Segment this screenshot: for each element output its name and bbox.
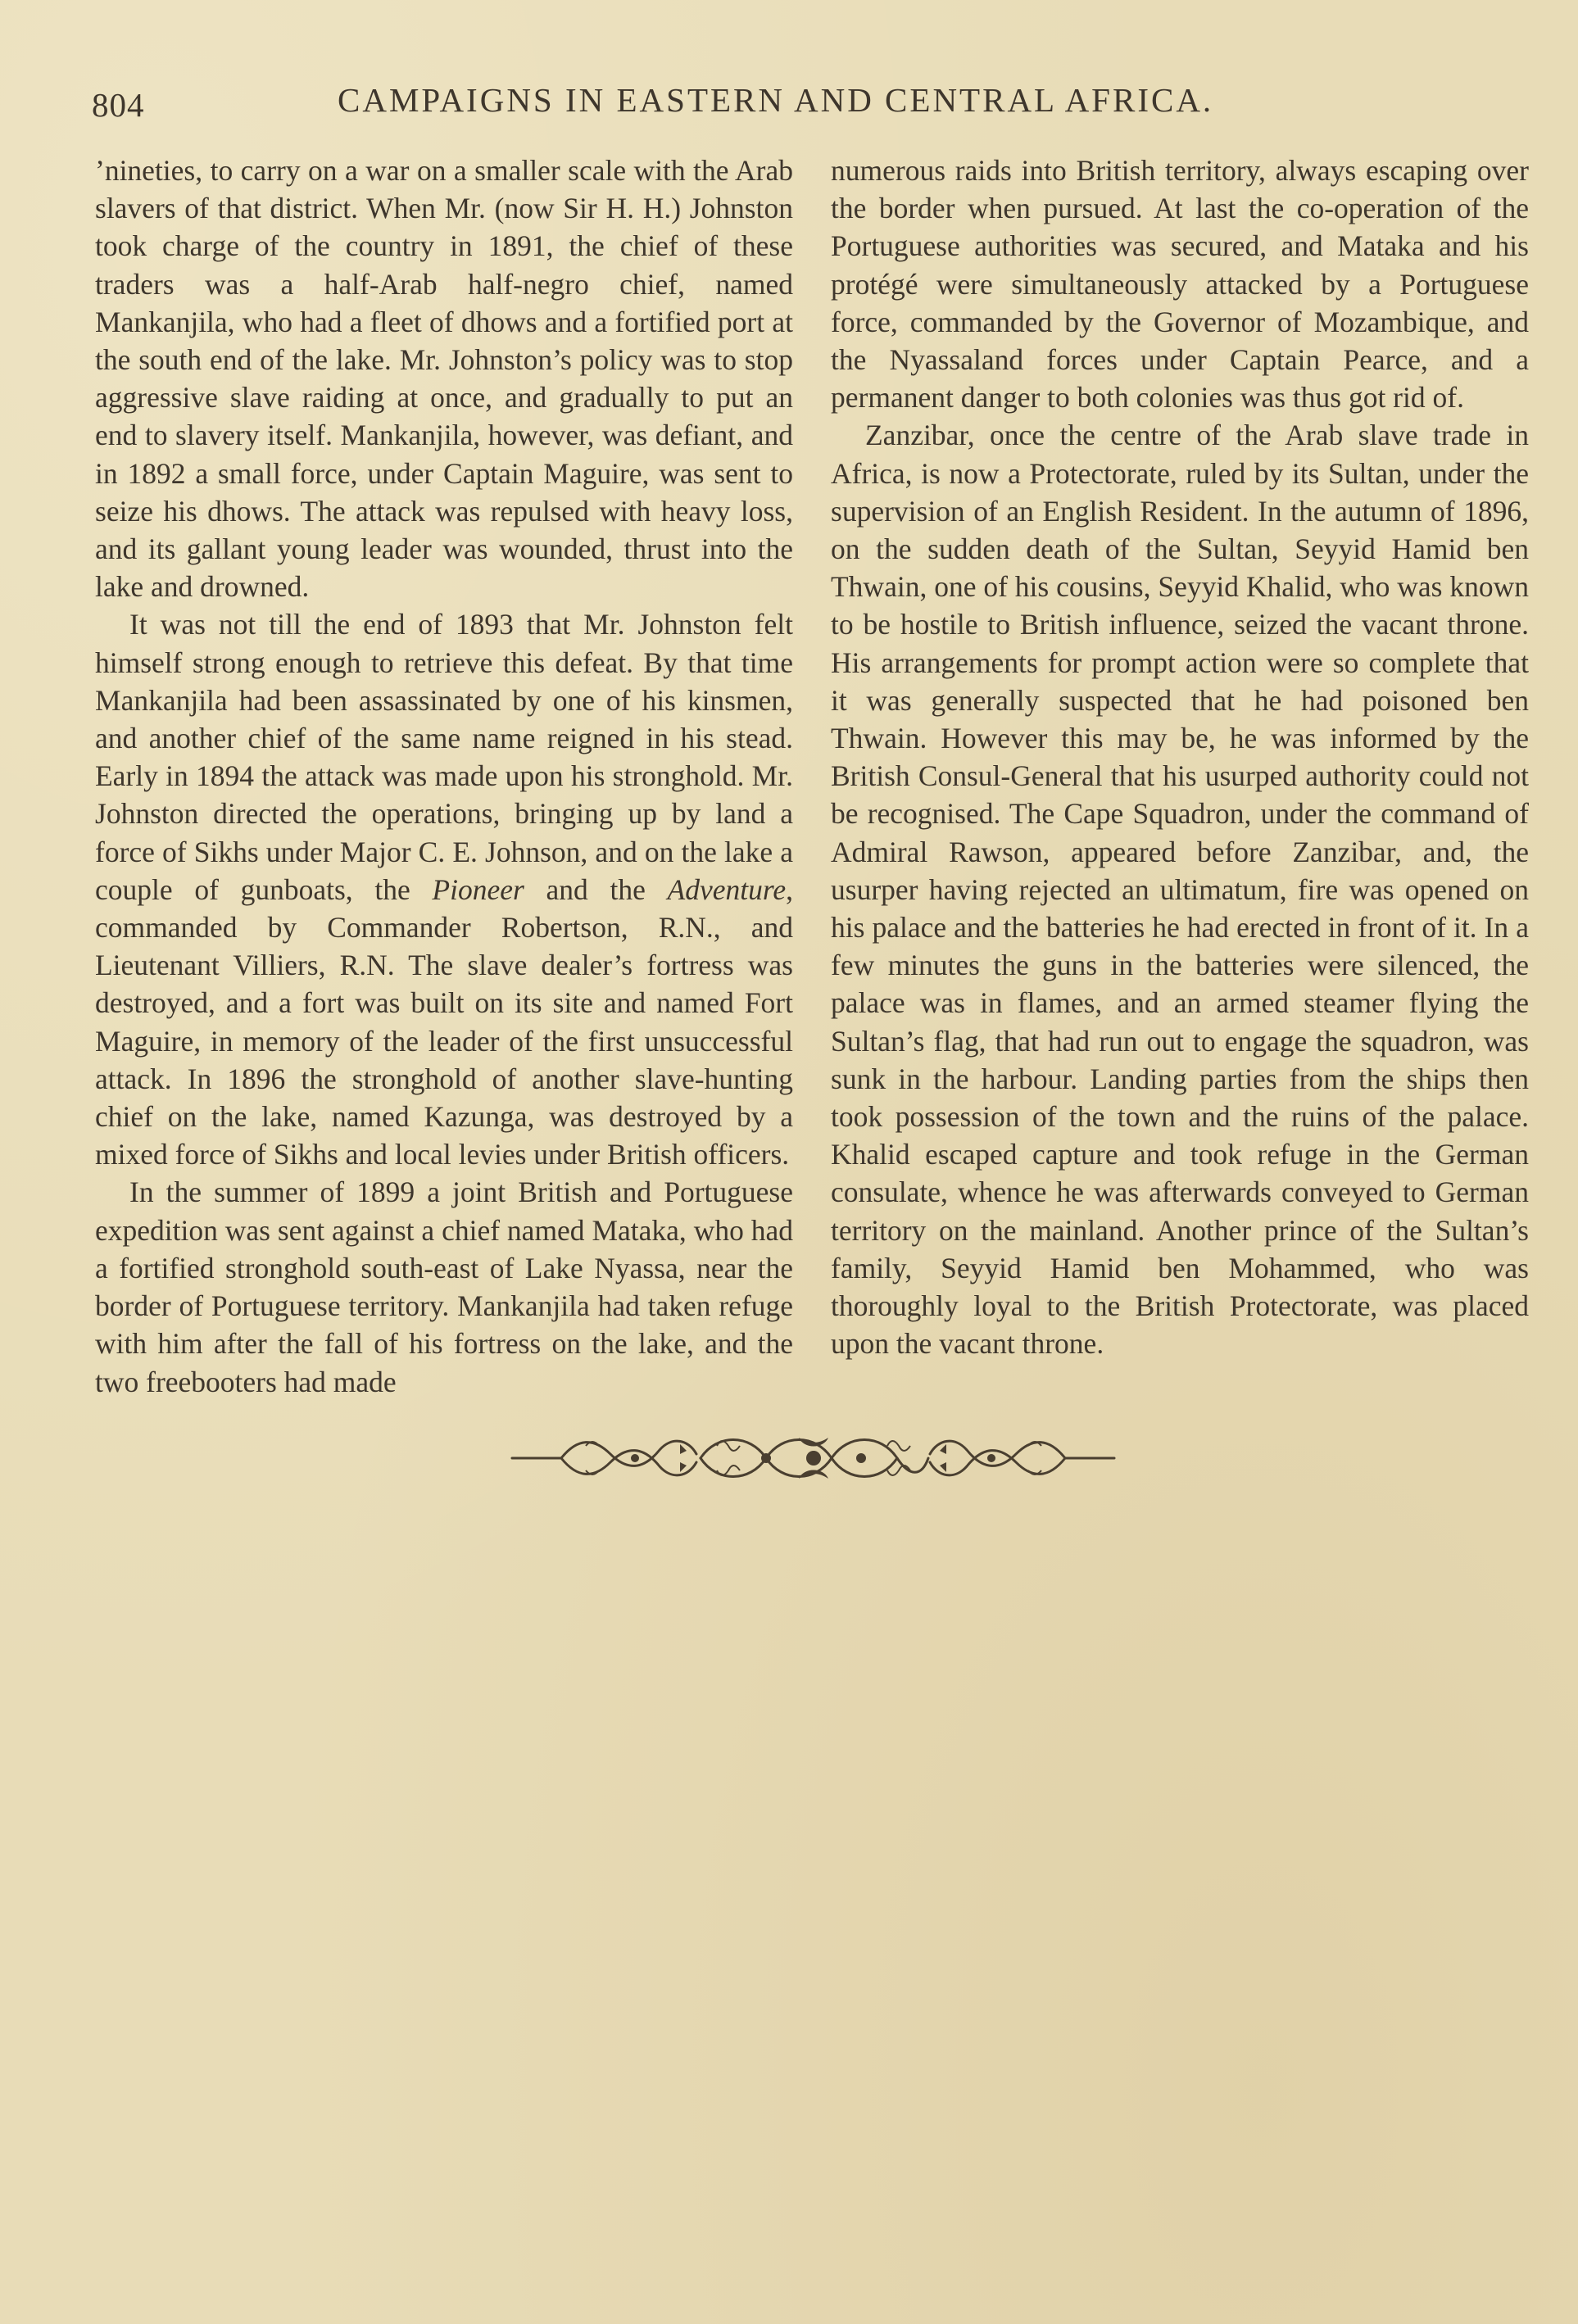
left-column: [95, 152, 793, 1401]
page-number: 804: [92, 86, 145, 124]
left-paragraph-3: In the summer of 1899 a joint British and Portuguese expedition was sent against a chief named Mataka, who had a fortified stronghold south-east of Lake Nyassa, near the border of Portuguese territory. Mankanjila had taken refuge with him after the fall of his fortress on the lake, and the two freebooters had made: [95, 1176, 793, 1398]
page-header: [92, 80, 1304, 129]
left-paragraph-2-start: It was not till the end of 1893 that Mr. Johnston felt himself strong enough to retrieve this defeat. By that time Mankanjila had been assassinated by one of his kinsmen, and another chief of the same name reigned in his stead. Early in 1894 the attack was made upon his stronghold. Mr. Johnston directed the operations, bringing up by land a force of Sikhs under Major C. E. Johnson, and on the lake a couple of gunboats, the: [95, 608, 793, 906]
left-paragraph-2: [95, 605, 793, 1173]
right-paragraph-2: Zanzibar, once the centre of the Arab slave trade in Africa, is now a Protectorate, ruled by its Sultan, under the supervision of an English Resident. In the autumn of 1896, on the sudden death of the Sultan, Seyyid Hamid ben Thwain, one of his cousins, Seyyid Khalid, who was known to be hostile to British influence, seized the vacant throne. His arrangements for prompt action were so complete that it was generally suspected that he had poisoned ben Thwain. However this may be, he was informed by the British Consul-General that his usurped authority could not be recognised. The Cape Squadron, under the command of Admiral Rawson, appeared before Zanzibar, and, the usurper having rejected an ultimatum, fire was opened on his palace and the batteries he had erected in front of it. In a few minutes the guns in the batteries were silenced, the palace was in flames, and an armed steamer flying the Sultan’s flag, that had run out to engage the squadron, was sunk in the harbour. Landing parties from the ships then took possession of the town and the ruins of the palace. Khalid escaped capture and took refuge in the German consulate, whence he was afterwards conveyed to German territory on the mainland. Another prince of the Sultan’s family, Seyyid Hamid ben Mohammed, who was thoroughly loyal to the British Protectorate, was placed upon the vacant throne.: [831, 419, 1529, 1361]
right-paragraph-1: numerous raids into British territory, always escaping over the border when pursued. At last the co-operation of the Portuguese authorities was secured, and Mataka and his protégé were simultaneously attacked by a Portuguese force, commanded by the Governor of Mozambique, and the Nyassaland forces under Captain Pearce, and a permanent danger to both colonies was thus got rid of.: [831, 154, 1529, 415]
left-paragraph-2-end: , commanded by Commander Robertson, R.N., and Lieutenant Villiers, R.N. The slave dealer’s fortress was destroyed, and a fort was built on its site and named Fort Maguire, in memory of the leader of the first unsuccessful attack. In 1896 the stronghold of another slave-hunting chief on the lake, named Kazunga, was destroyed by a mixed force of Sikhs and local levies under British officers.: [95, 872, 793, 1171]
left-paragraph-2-between: and the: [524, 872, 668, 906]
decorative-tailpiece-icon: [504, 1421, 1122, 1495]
running-title: CAMPAIGNS IN EASTERN AND CENTRAL AFRICA.: [338, 81, 1214, 119]
ship-name-adventure: Adventure: [667, 872, 787, 906]
ship-name-pioneer: Pioneer: [432, 872, 524, 906]
right-column: [831, 152, 1529, 1363]
left-paragraph-1: ’nineties, to carry on a war on a smaller scale with the Arab slavers of that district. When Mr. (now Sir H. H.) Johnston took charge of the country in 1891, the chief of these traders was a half-Arab half-negro chief, named Mankanjila, who had a fleet of dhows and a fortified port at the south end of the lake. Mr. Johnston’s policy was to stop aggressive slave raiding at once, and gradually to put an end to slavery itself. Mankanjila, however, was defiant, and in 1892 a small force, under Captain Maguire, was sent to seize his dhows. The attack was repulsed with heavy loss, and its gallant young leader was wounded, thrust into the lake and drowned.: [95, 154, 793, 604]
